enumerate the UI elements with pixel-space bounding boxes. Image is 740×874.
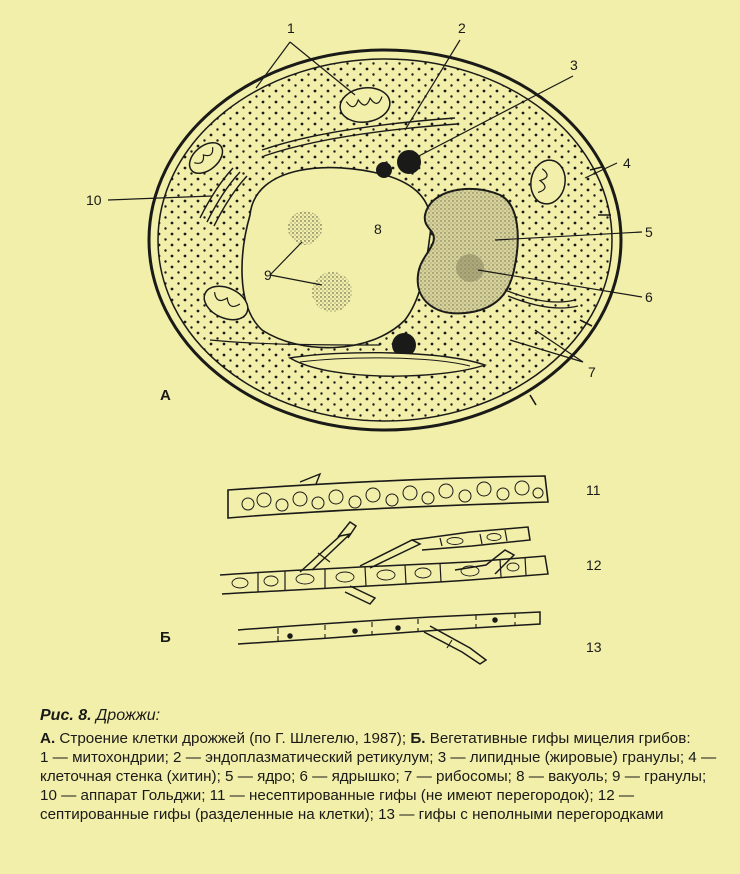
- yeast-cell: [149, 50, 621, 430]
- label-5: 5: [645, 224, 653, 240]
- label-10: 10: [86, 192, 102, 208]
- figure-caption: [40, 706, 720, 824]
- hypha-nonseptate: [228, 474, 548, 518]
- label-13: 13: [586, 639, 602, 655]
- legend-text: 1 — митохондрии; 2 — эндоплазматический ретикулум; 3 — липидные (жировые) гранулы; 4 — клеточная стенка (хитин); 5 — ядро; 6 — ядрышко; 7 — рибосомы; 8 — вакуоль; 9 — гранулы; 10 — аппарат Гольджи; 11 — несептированные гифы (не имеют перегородок); 12 — септированные гифы (разделенные на клетки); 13 — гифы с неполными перегородками: [40, 749, 717, 823]
- label-4: 4: [623, 155, 631, 171]
- figure-title: Дрожжи:: [96, 707, 161, 724]
- hypha-septate: [220, 522, 548, 604]
- part-b-description: Вегетативные гифы мицелия грибов:: [429, 730, 691, 747]
- caption-title: [40, 706, 720, 725]
- label-12: 12: [586, 557, 602, 573]
- hypha-incomplete-septa: [238, 612, 540, 664]
- part-b-label: Б: [160, 629, 171, 646]
- part-a-label: А: [160, 387, 171, 404]
- label-11: 11: [586, 482, 601, 498]
- granule: [312, 272, 352, 312]
- part-b-letter: Б.: [410, 730, 426, 747]
- label-3: 3: [570, 57, 578, 73]
- part-a-description: Строение клетки дрожжей (по Г. Шлегелю, 1987);: [59, 730, 407, 747]
- label-8: 8: [374, 221, 382, 237]
- nucleolus: [456, 254, 484, 282]
- label-1: 1: [287, 20, 295, 36]
- label-9: 9: [264, 267, 272, 283]
- part-a-letter: А.: [40, 730, 56, 747]
- label-6: 6: [645, 289, 653, 305]
- granule: [288, 211, 322, 245]
- label-2: 2: [458, 20, 466, 36]
- figure-number: Рис. 8.: [40, 707, 92, 724]
- vacuole: [242, 168, 431, 348]
- lipid-granule: [397, 150, 421, 174]
- label-7: 7: [588, 364, 596, 380]
- lipid-granule: [376, 162, 392, 178]
- caption-body: [40, 729, 720, 824]
